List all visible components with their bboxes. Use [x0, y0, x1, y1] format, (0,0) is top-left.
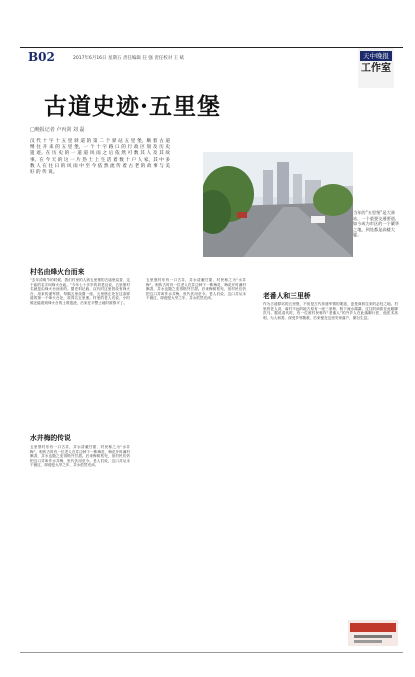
issue-meta: 2017年6月16日 星期五 责任编辑 任 强 责任校对 王 斌	[73, 56, 185, 61]
header-rule	[20, 47, 403, 48]
section-heading: 村名由烽火台而来	[30, 268, 85, 276]
article-byline: □晚报记者 卢丙剑 刘 磊	[30, 127, 85, 133]
column-emblem	[348, 620, 398, 646]
article-lead: 汉 代 十 字 十 五 里 驿 道 的 第 二 个 驿 站 五 里 堡，顺 着 古 道 继 往 开 来 的 五 里 堡，一 个 十 字 路 口 的 行 政 区 划 及 历 史 遗 迹。在 历 史 的 一 道 道 风 雨 之 后 依 然 可 数 其 人 及 其 故 事。在 今 天 的 这 一 片 热 土 上 生 活 着 数 十 户 人 家，其 中 多 数 人 在 往 日 的 风 雨 中 至 今 依 然 流 传 着 古 老 的 故 事 与 美 好 的 传 说。	[30, 139, 170, 176]
article-title: 古道史迹·五里堡	[43, 93, 221, 120]
section-body: 作为古道驿站的五里堡，不但是古代传递军情的要道，更是商旅往来的必经之地。村里的老人讲，离村不远的地方原有一座三里桥，桥下流水潺潺，过往的商旅在此歇脚饮马。据说清代时，有一位被村民称作“老番人”的外乡人在此落脚行医，他医术高明，为人和善，深受乡邻敬重，后来便在这里安家落户，繁衍生息。	[263, 302, 398, 320]
section-heading: 水井梅的传说	[30, 434, 71, 442]
logo-label: 工作室	[361, 63, 391, 74]
logo-brand: 天中晚报	[360, 51, 392, 61]
street-photo	[203, 152, 353, 257]
section-body: 五里堡村东有一口古井，井水清澈甘甜，村民称之为“水井梅”。相传古时有一位老人在井边种下一株梅花，梅花开时满村飘香，井水也随之变得格外甘甜。后来梅树枯死，但村民们仍把这口井叫作水井梅，世代饮用至今。老人们说，这口井从未干涸过，即便是大旱之年，井水依然充沛。	[30, 445, 130, 468]
page-number: B02	[28, 50, 55, 64]
section-body: “去年清明节的时候，我们村里的人到五里堡的古庙里烧香，这个庙的名字叫烽火台庙。”今年七十多岁的刘老汉说，五里堡村名就是由烽火台而来的。据史料记载，汉代时这里曾设有烽火台，用来传递军情，每隔五里设置一座，五里堡正处在这条驿道的第一个烽火台处，故得名五里堡。村里的老人们说，小时候还能看到烽火台的土堆遗迹，后来在平整土地时被推平了。	[30, 278, 130, 305]
section-heading: 老番人和三里桥	[263, 292, 311, 300]
section-body: 五里堡村东有一口古井，井水清澈甘甜，村民称之为“水井梅”。相传古时有一位老人在井边种下一株梅花，梅花开时满村飘香，井水也随之变得格外甘甜。后来梅树枯死，但村民们仍把这口井叫作水井梅，世代饮用至今。老人们说，这口井从未干涸过，即便是大旱之年，井水依然充沛。	[146, 278, 246, 301]
footer-rule	[20, 652, 403, 653]
photo-caption: 当年的“五里堡”是大驿站，一个重要交通要道，如今成为市区的一个繁华之地，到处都是高楼大厦。	[353, 210, 400, 238]
